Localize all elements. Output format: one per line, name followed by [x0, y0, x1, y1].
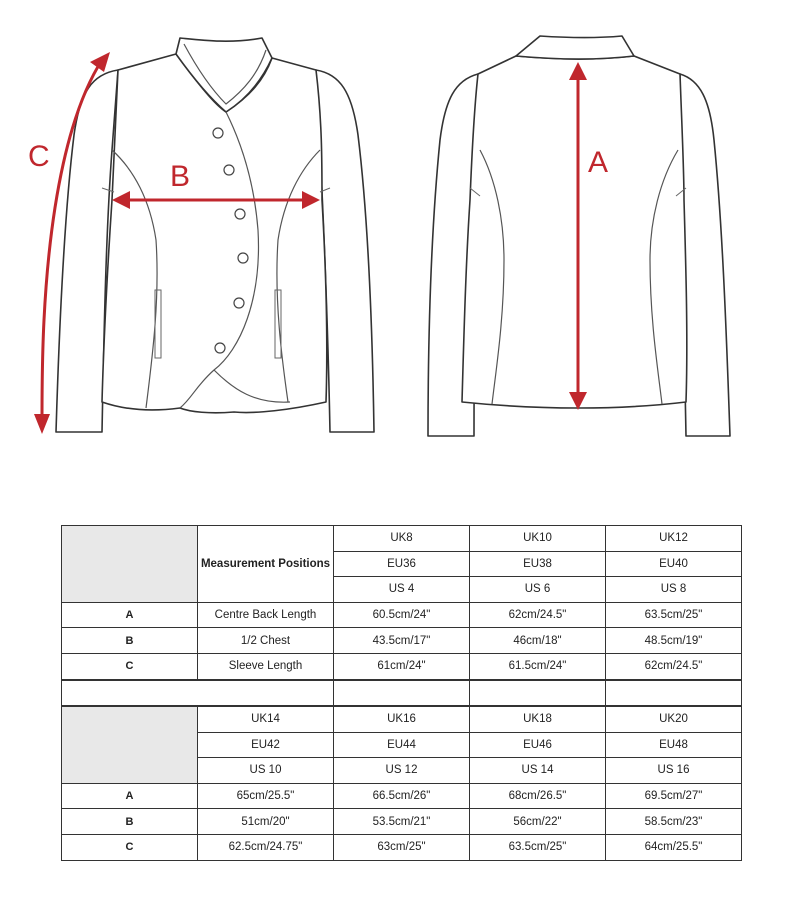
measurement-value: 66.5cm/26" — [334, 783, 470, 809]
spacer-cell — [334, 681, 470, 706]
size-uk-header: UK8 — [334, 526, 470, 552]
size-uk-header: UK18 — [470, 707, 606, 733]
measurement-value: 63.5cm/25" — [606, 602, 742, 628]
measurement-positions-header: Measurement Positions — [198, 526, 334, 603]
button — [234, 298, 244, 308]
table-spacer-row — [61, 680, 742, 706]
row-marker: C — [62, 653, 198, 679]
spacer-cell — [606, 681, 742, 706]
back-body — [462, 56, 687, 408]
table-row — [62, 526, 742, 552]
measurement-value: 62.5cm/24.75" — [198, 834, 334, 860]
size-us-header: US 8 — [606, 577, 742, 603]
table-row — [62, 602, 742, 628]
table-row — [62, 834, 742, 860]
button — [215, 343, 225, 353]
size-us-header: US 10 — [198, 758, 334, 784]
size-uk-header: UK20 — [606, 707, 742, 733]
measurement-label: Centre Back Length — [198, 602, 334, 628]
button — [213, 128, 223, 138]
size-eu-header: EU38 — [470, 551, 606, 577]
row-marker: B — [62, 809, 198, 835]
size-eu-header: EU46 — [470, 732, 606, 758]
size-eu-header: EU44 — [334, 732, 470, 758]
size-eu-header: EU36 — [334, 551, 470, 577]
measurement-value: 62cm/24.5" — [470, 602, 606, 628]
size-us-header: US 16 — [606, 758, 742, 784]
marker-label-c: C — [28, 140, 50, 173]
measurement-value: 43.5cm/17" — [334, 628, 470, 654]
row-marker: A — [62, 783, 198, 809]
measurement-value: 51cm/20" — [198, 809, 334, 835]
measurement-value: 63.5cm/25" — [470, 834, 606, 860]
size-us-header: US 14 — [470, 758, 606, 784]
spacer-cell — [470, 681, 606, 706]
size-eu-header: EU48 — [606, 732, 742, 758]
table-row — [62, 707, 742, 733]
measurement-value: 61.5cm/24" — [470, 653, 606, 679]
measurement-value: 58.5cm/23" — [606, 809, 742, 835]
measurement-value: 61cm/24" — [334, 653, 470, 679]
button — [224, 165, 234, 175]
size-eu-header: EU40 — [606, 551, 742, 577]
measurement-value: 65cm/25.5" — [198, 783, 334, 809]
measurement-label: Sleeve Length — [198, 653, 334, 679]
measurement-value: 68cm/26.5" — [470, 783, 606, 809]
measurement-value: 63cm/25" — [334, 834, 470, 860]
size-eu-header: EU42 — [198, 732, 334, 758]
row-marker: B — [62, 628, 198, 654]
corner-cell — [62, 707, 198, 784]
measurement-value: 48.5cm/19" — [606, 628, 742, 654]
row-marker: C — [62, 834, 198, 860]
marker-label-a: A — [588, 146, 609, 179]
size-uk-header: UK10 — [470, 526, 606, 552]
measurement-label: 1/2 Chest — [198, 628, 334, 654]
button — [235, 209, 245, 219]
size-us-header: US 12 — [334, 758, 470, 784]
measurement-value: 62cm/24.5" — [606, 653, 742, 679]
table-row — [62, 653, 742, 679]
marker-label-b: B — [170, 160, 191, 193]
measurement-value: 69.5cm/27" — [606, 783, 742, 809]
corner-cell — [62, 526, 198, 603]
size-chart-table-uk14-uk20 — [61, 706, 742, 861]
size-us-header: US 4 — [334, 577, 470, 603]
size-chart-table-uk8-uk12 — [61, 525, 742, 680]
size-us-header: US 6 — [470, 577, 606, 603]
jacket-front-view — [56, 38, 374, 432]
table-row — [62, 809, 742, 835]
measurement-value: 60.5cm/24" — [334, 602, 470, 628]
spacer-cell — [62, 681, 334, 706]
size-uk-header: UK14 — [198, 707, 334, 733]
size-uk-header: UK16 — [334, 707, 470, 733]
table-row — [62, 783, 742, 809]
measurement-value: 46cm/18" — [470, 628, 606, 654]
measurement-value: 56cm/22" — [470, 809, 606, 835]
button — [238, 253, 248, 263]
table-row — [62, 628, 742, 654]
back-collar — [516, 36, 634, 59]
front-body — [102, 54, 327, 413]
measurement-value: 53.5cm/21" — [334, 809, 470, 835]
measurement-value: 64cm/25.5" — [606, 834, 742, 860]
row-marker: A — [62, 602, 198, 628]
size-uk-header: UK12 — [606, 526, 742, 552]
